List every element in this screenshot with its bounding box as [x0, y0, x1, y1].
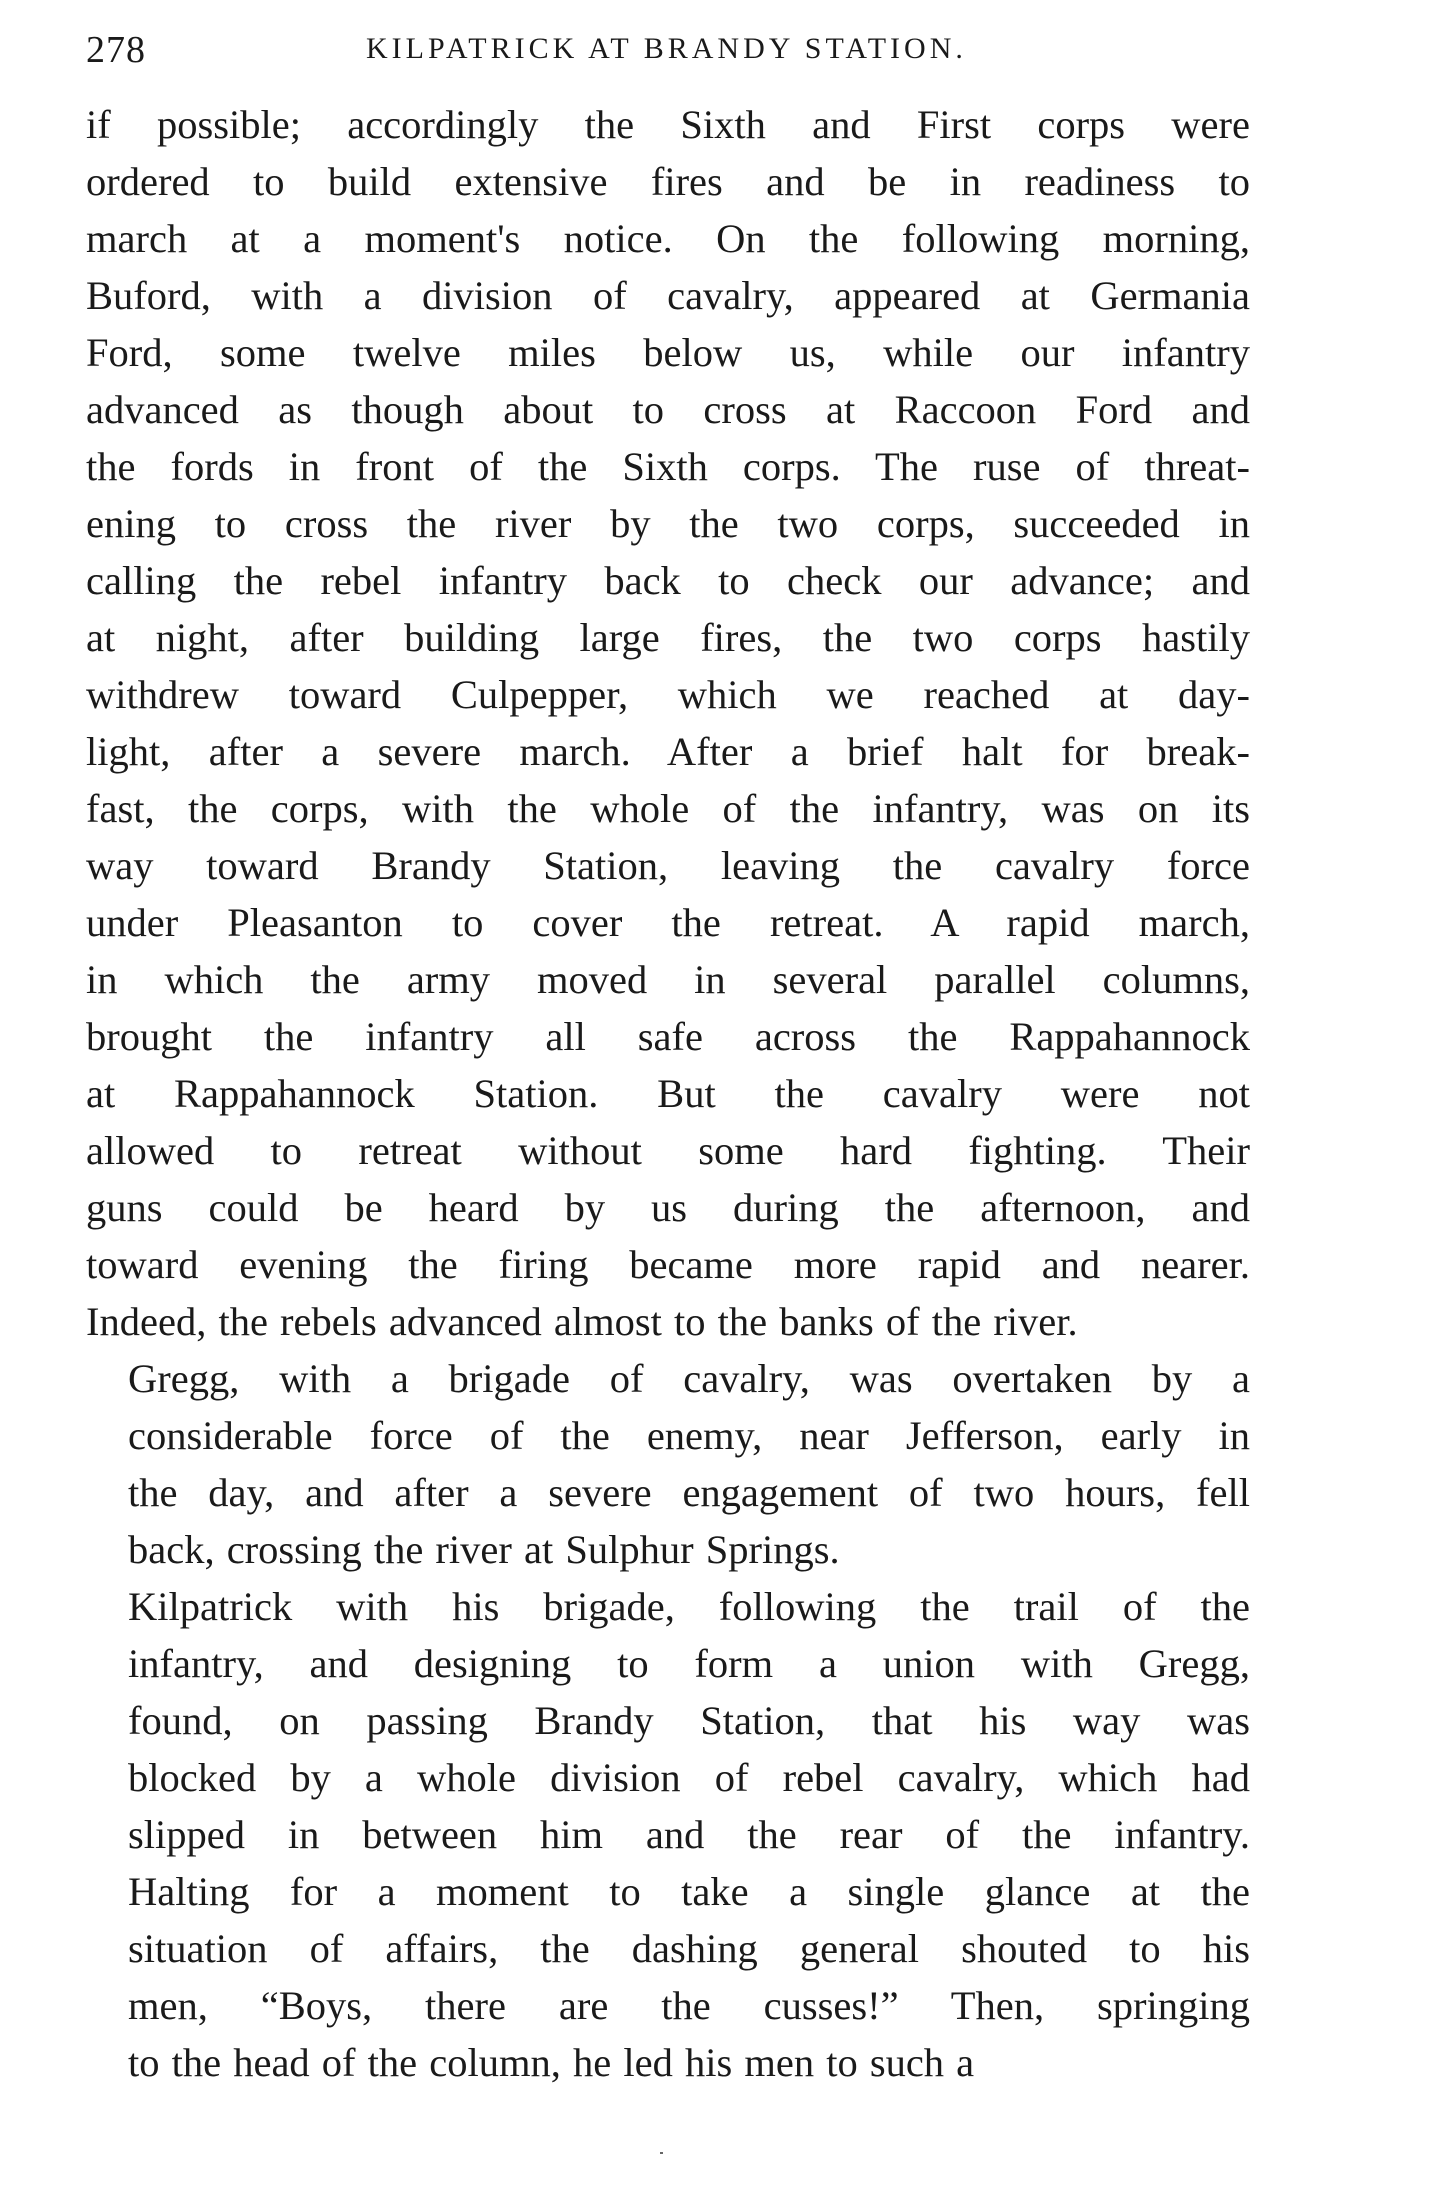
text-line: Indeed, the rebels advanced almost to the banks of the river.: [86, 1299, 1078, 1344]
text-line: Ford, some twelve miles below us, while our infantry: [86, 330, 1250, 375]
running-title: KILPATRICK AT BRANDY STATION.: [366, 32, 967, 65]
text-line: Buford, with a division of cavalry, appeared at Germania: [86, 273, 1250, 318]
page-number: 278: [86, 29, 146, 71]
text-line: advanced as though about to cross at Raccoon Ford and: [86, 387, 1250, 432]
text-line: blocked by a whole division of rebel cavalry, which had: [128, 1755, 1250, 1800]
text-line: fast, the corps, with the whole of the infantry, was on its: [86, 786, 1250, 831]
text-line: men, “Boys, there are the cusses!” Then, springing: [128, 1983, 1250, 2028]
text-line: back, crossing the river at Sulphur Springs.: [128, 1527, 840, 1572]
text-line: at night, after building large fires, the two corps hastily: [86, 615, 1250, 660]
text-line: ordered to build extensive fires and be in readiness to: [86, 159, 1250, 204]
text-line: situation of affairs, the dashing general shouted to his: [128, 1926, 1250, 1971]
text-line: considerable force of the enemy, near Jefferson, early in: [128, 1413, 1250, 1458]
running-head: [86, 28, 1250, 88]
text-line: if possible; accordingly the Sixth and First corps were: [86, 102, 1250, 147]
book-page: [86, 28, 1250, 2091]
text-line: brought the infantry all safe across the Rappahannock: [86, 1014, 1250, 1059]
paragraph-3: [86, 1578, 1250, 2091]
text-line: at Rappahannock Station. But the cavalry were not: [86, 1071, 1250, 1116]
text-line: the day, and after a severe engagement of two hours, fell: [128, 1470, 1250, 1515]
text-line: infantry, and designing to form a union with Gregg,: [128, 1641, 1250, 1686]
text-line: light, after a severe march. After a brief halt for break-: [86, 729, 1250, 774]
paragraph-2: [86, 1350, 1250, 1578]
text-line: calling the rebel infantry back to check our advance; and: [86, 558, 1250, 603]
body-text: [86, 96, 1250, 2091]
text-line: withdrew toward Culpepper, which we reached at day-: [86, 672, 1250, 717]
text-line: in which the army moved in several parallel columns,: [86, 957, 1250, 1002]
text-line: Halting for a moment to take a single glance at the: [128, 1869, 1250, 1914]
text-line: march at a moment's notice. On the following morning,: [86, 216, 1250, 261]
paragraph-1: [86, 96, 1250, 1350]
text-line: way toward Brandy Station, leaving the cavalry force: [86, 843, 1250, 888]
text-line: found, on passing Brandy Station, that his way was: [128, 1698, 1250, 1743]
text-line: Kilpatrick with his brigade, following the trail of the: [128, 1584, 1250, 1629]
text-line: to the head of the column, he led his men to such a: [128, 2040, 975, 2085]
text-line: the fords in front of the Sixth corps. The ruse of threat-: [86, 444, 1250, 489]
text-line: allowed to retreat without some hard fighting. Their: [86, 1128, 1250, 1173]
text-line: guns could be heard by us during the afternoon, and: [86, 1185, 1250, 1230]
text-line: slipped in between him and the rear of the infantry.: [128, 1812, 1250, 1857]
text-line: Gregg, with a brigade of cavalry, was overtaken by a: [128, 1356, 1250, 1401]
text-line: under Pleasanton to cover the retreat. A rapid march,: [86, 900, 1250, 945]
text-line: ening to cross the river by the two corps, succeeded in: [86, 501, 1250, 546]
print-speck: [660, 2152, 663, 2154]
text-line: toward evening the firing became more rapid and nearer.: [86, 1242, 1250, 1287]
